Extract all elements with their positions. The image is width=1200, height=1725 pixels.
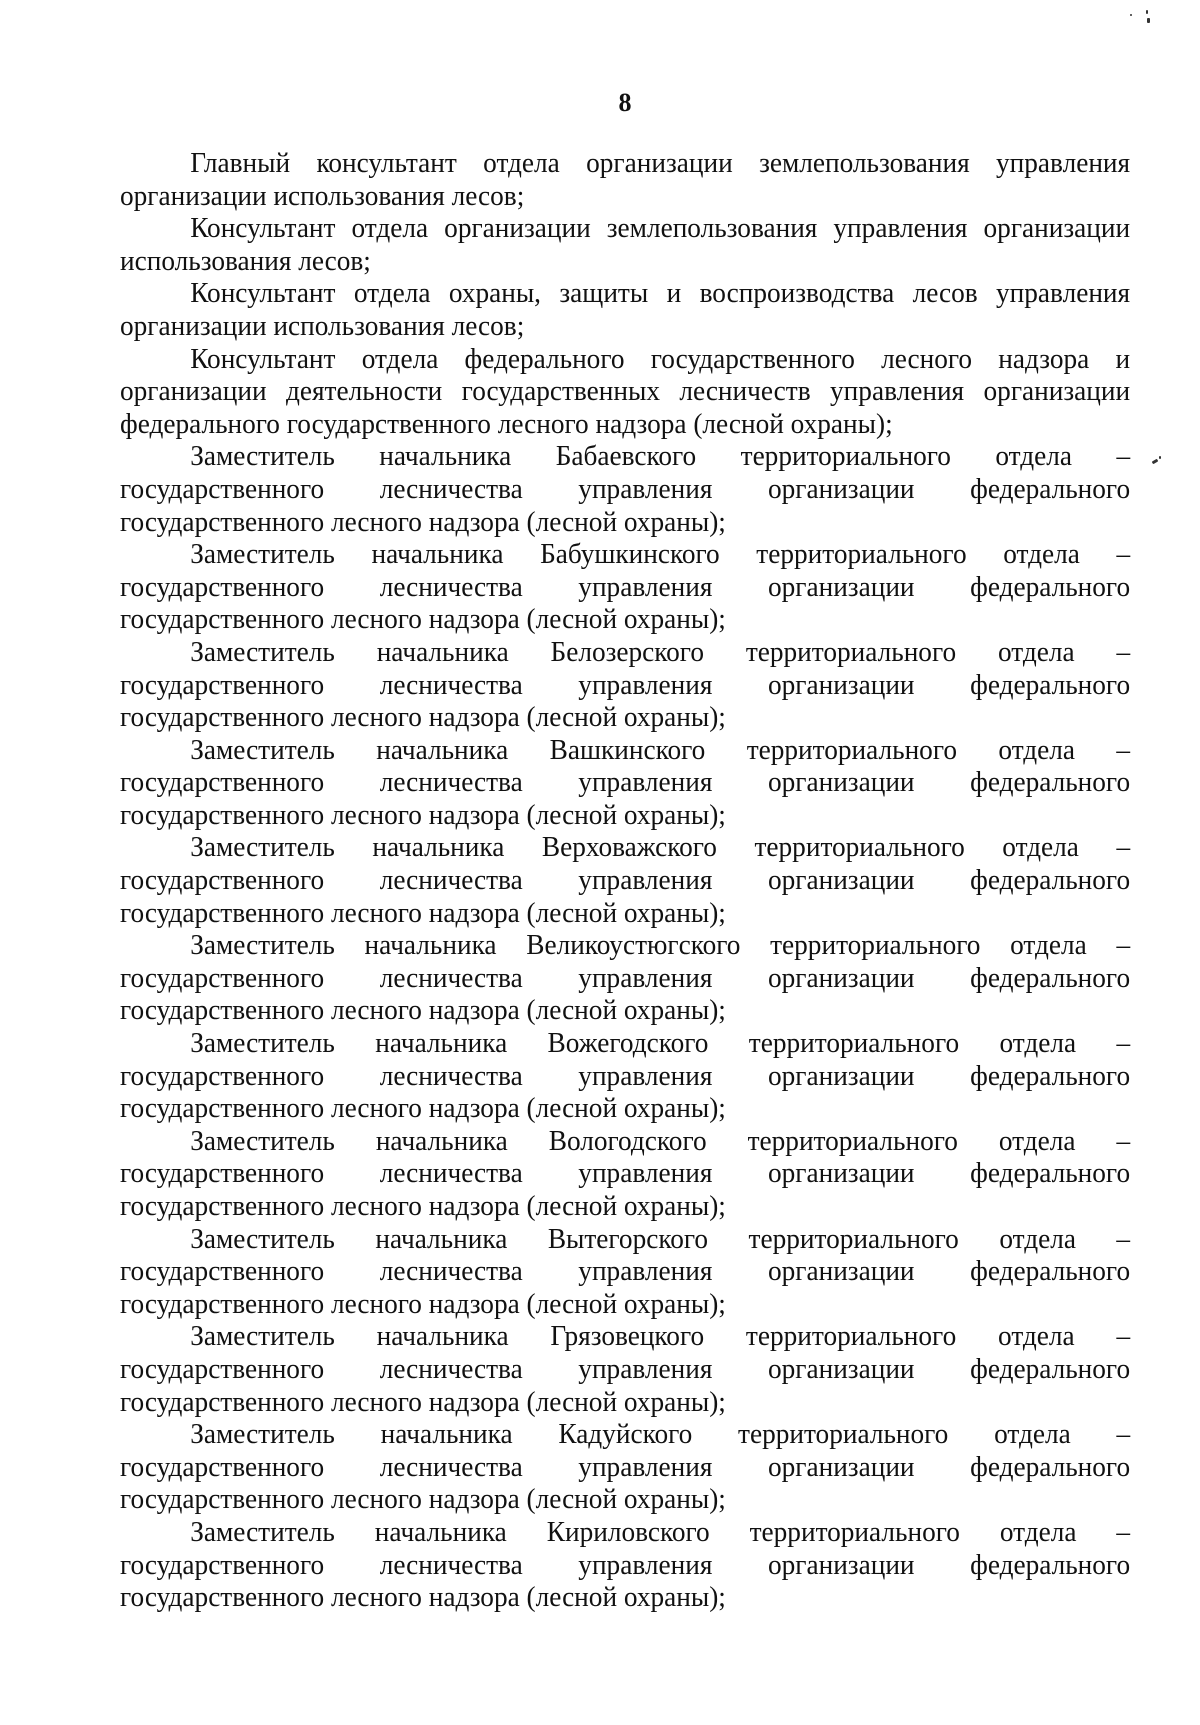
list-item: Заместитель начальника Верховажского территориального отдела – государственного лесничества управления организации федерального государственного лесного надзора (лесной охраны);: [120, 832, 1131, 929]
list-item: Заместитель начальника Белозерского территориального отдела – государственного лесничества управления организации федерального государственного лесного надзора (лесной охраны);: [120, 636, 1131, 734]
list-item: Заместитель начальника Бабаевского территориального отдела – государственного лесничества управления организации федерального государственного лесного надзора (лесной охраны);: [120, 441, 1131, 538]
list-item: Заместитель начальника Вологодского территориального отдела – государственного лесничества управления организации федерального государственного лесного надзора (лесной охраны);: [120, 1125, 1131, 1222]
list-item: Заместитель начальника Бабушкинского территориального отдела – государственного лесничества управления организации федерального государственного лесного надзора (лесной охраны);: [120, 539, 1131, 636]
page-number: 8: [618, 88, 632, 117]
list-item: Заместитель начальника Вытегорского территориального отдела – государственного лесничества управления организации федерального государственного лесного надзора (лесной охраны);: [120, 1223, 1131, 1320]
list-item: Заместитель начальника Вожегодского территориального отдела – государственного лесничества управления организации федерального государственного лесного надзора (лесной охраны);: [120, 1028, 1131, 1125]
list-item: Консультант отдела организации землепользования управления организации использования лесов;: [120, 213, 1131, 277]
list-item: Заместитель начальника Кадуйского территориального отдела – государственного лесничества управления организации федерального государственного лесного надзора (лесной охраны);: [120, 1419, 1131, 1516]
scan-artifact: [1152, 459, 1159, 465]
position-list: [120, 148, 1130, 1615]
list-item: Консультант отдела федерального государственного лесного надзора и организации деятельности государственных лесничеств управления организации федерального государственного лесного надзора (лесной охраны);: [120, 343, 1131, 440]
list-item: Консультант отдела охраны, защиты и воспроизводства лесов управления организации использования лесов;: [120, 278, 1131, 342]
scan-artifact: [1130, 14, 1132, 16]
scan-artifact: [1146, 10, 1148, 14]
list-item: Заместитель начальника Великоустюгского территориального отдела – государственного лесничества управления организации федерального государственного лесного надзора (лесной охраны);: [120, 930, 1131, 1027]
scan-artifact: [1159, 456, 1161, 459]
list-item: Заместитель начальника Вашкинского территориального отдела – государственного лесничества управления организации федерального государственного лесного надзора (лесной охраны);: [120, 734, 1131, 831]
scan-artifact: [1147, 18, 1150, 23]
list-item: Заместитель начальника Грязовецкого территориального отдела – государственного лесничества управления организации федерального государственного лесного надзора (лесной охраны);: [120, 1321, 1131, 1418]
list-item: Главный консультант отдела организации землепользования управления организации использования лесов;: [120, 148, 1131, 212]
list-item: Заместитель начальника Кириловского территориального отдела – государственного лесничества управления организации федерального государственного лесного надзора (лесной охраны);: [120, 1516, 1131, 1614]
